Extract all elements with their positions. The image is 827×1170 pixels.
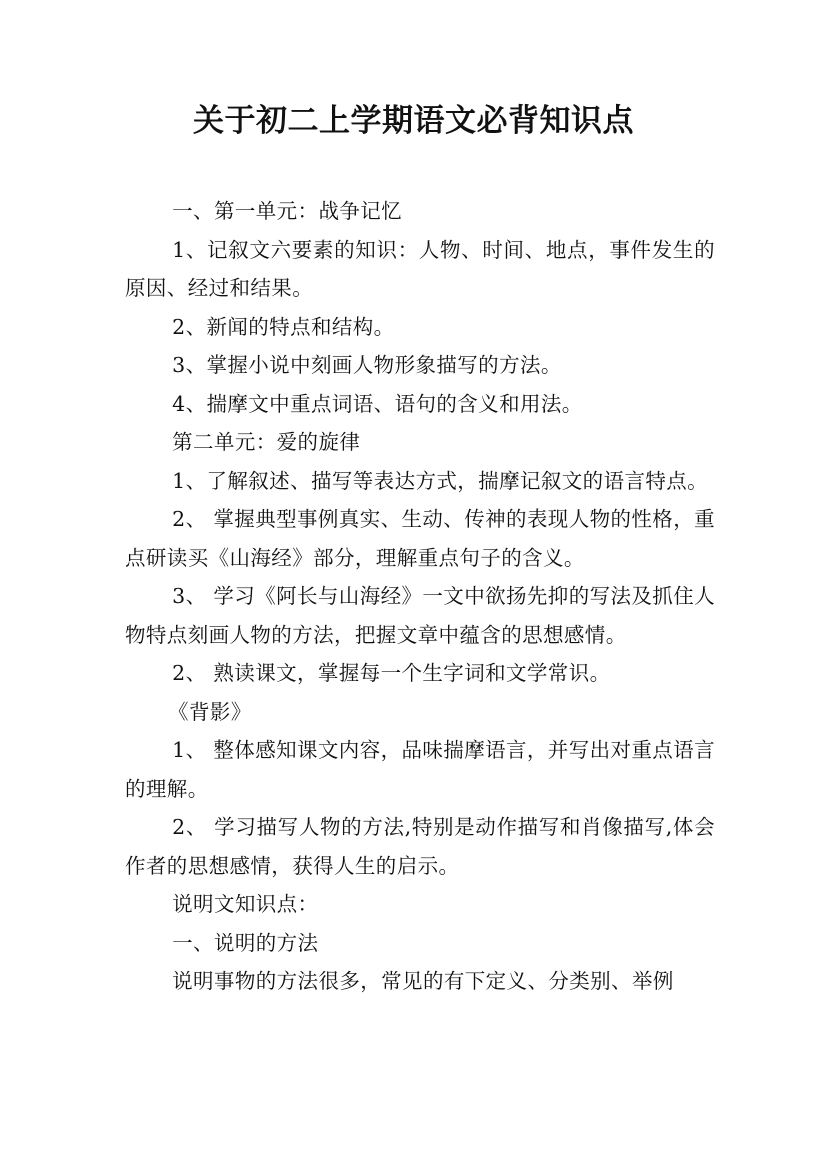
paragraph-explanation-methods: 说明事物的方法很多，常见的有下定义、分类别、举例 <box>172 969 674 993</box>
paragraph-unit2-item-4: 2、 熟读课文，掌握每一个生字词和文学常识。 <box>172 661 611 685</box>
paragraph-unit1-item-1: 1、记叙文六要素的知识：人物、时间、地点，事件发生的原因、经过和结果。 <box>125 237 715 300</box>
heading-beiying: 《背影》 <box>168 699 252 724</box>
heading-expository: 说明文知识点： <box>172 892 319 916</box>
paragraph-unit1-item-2: 2、新闻的特点和结构。 <box>172 314 395 339</box>
paragraph-beiying-item-1: 1、 整体感知课文内容，品味揣摩语言，并写出对重点语言的理解。 <box>125 738 715 801</box>
heading-unit-1: 一、第一单元：战争记忆 <box>172 199 403 223</box>
paragraph-unit1-item-3: 3、掌握小说中刻画人物形象描写的方法。 <box>172 353 562 377</box>
document-title: 关于初二上学期语文必背知识点 <box>193 103 634 139</box>
paragraph-unit2-item-1: 1、了解叙述、描写等表达方式，揣摩记叙文的语言特点。 <box>172 468 709 493</box>
heading-explanation-methods: 一、说明的方法 <box>172 930 319 955</box>
paragraph-beiying-item-2: 2、 学习描写人物的方法,特别是动作描写和肖像描写,体会作者的思想感情，获得人生的启示。 <box>125 815 715 878</box>
paragraph-unit2-item-3: 3、 学习《阿长与山海经》一文中欲扬先抑的写法及抓住人物特点刻画人物的方法，把握文章中蕴含的思想感情。 <box>125 584 715 647</box>
document-body <box>125 192 715 1001</box>
paragraph-unit2-item-2: 2、 掌握典型事例真实、生动、传神的表现人物的性格，重点研读买《山海经》部分，理解重点句子的含义。 <box>125 507 715 570</box>
heading-unit-2: 第二单元：爱的旋律 <box>172 430 361 454</box>
paragraph-unit1-item-4: 4、揣摩文中重点词语、语句的含义和用法。 <box>172 391 583 416</box>
